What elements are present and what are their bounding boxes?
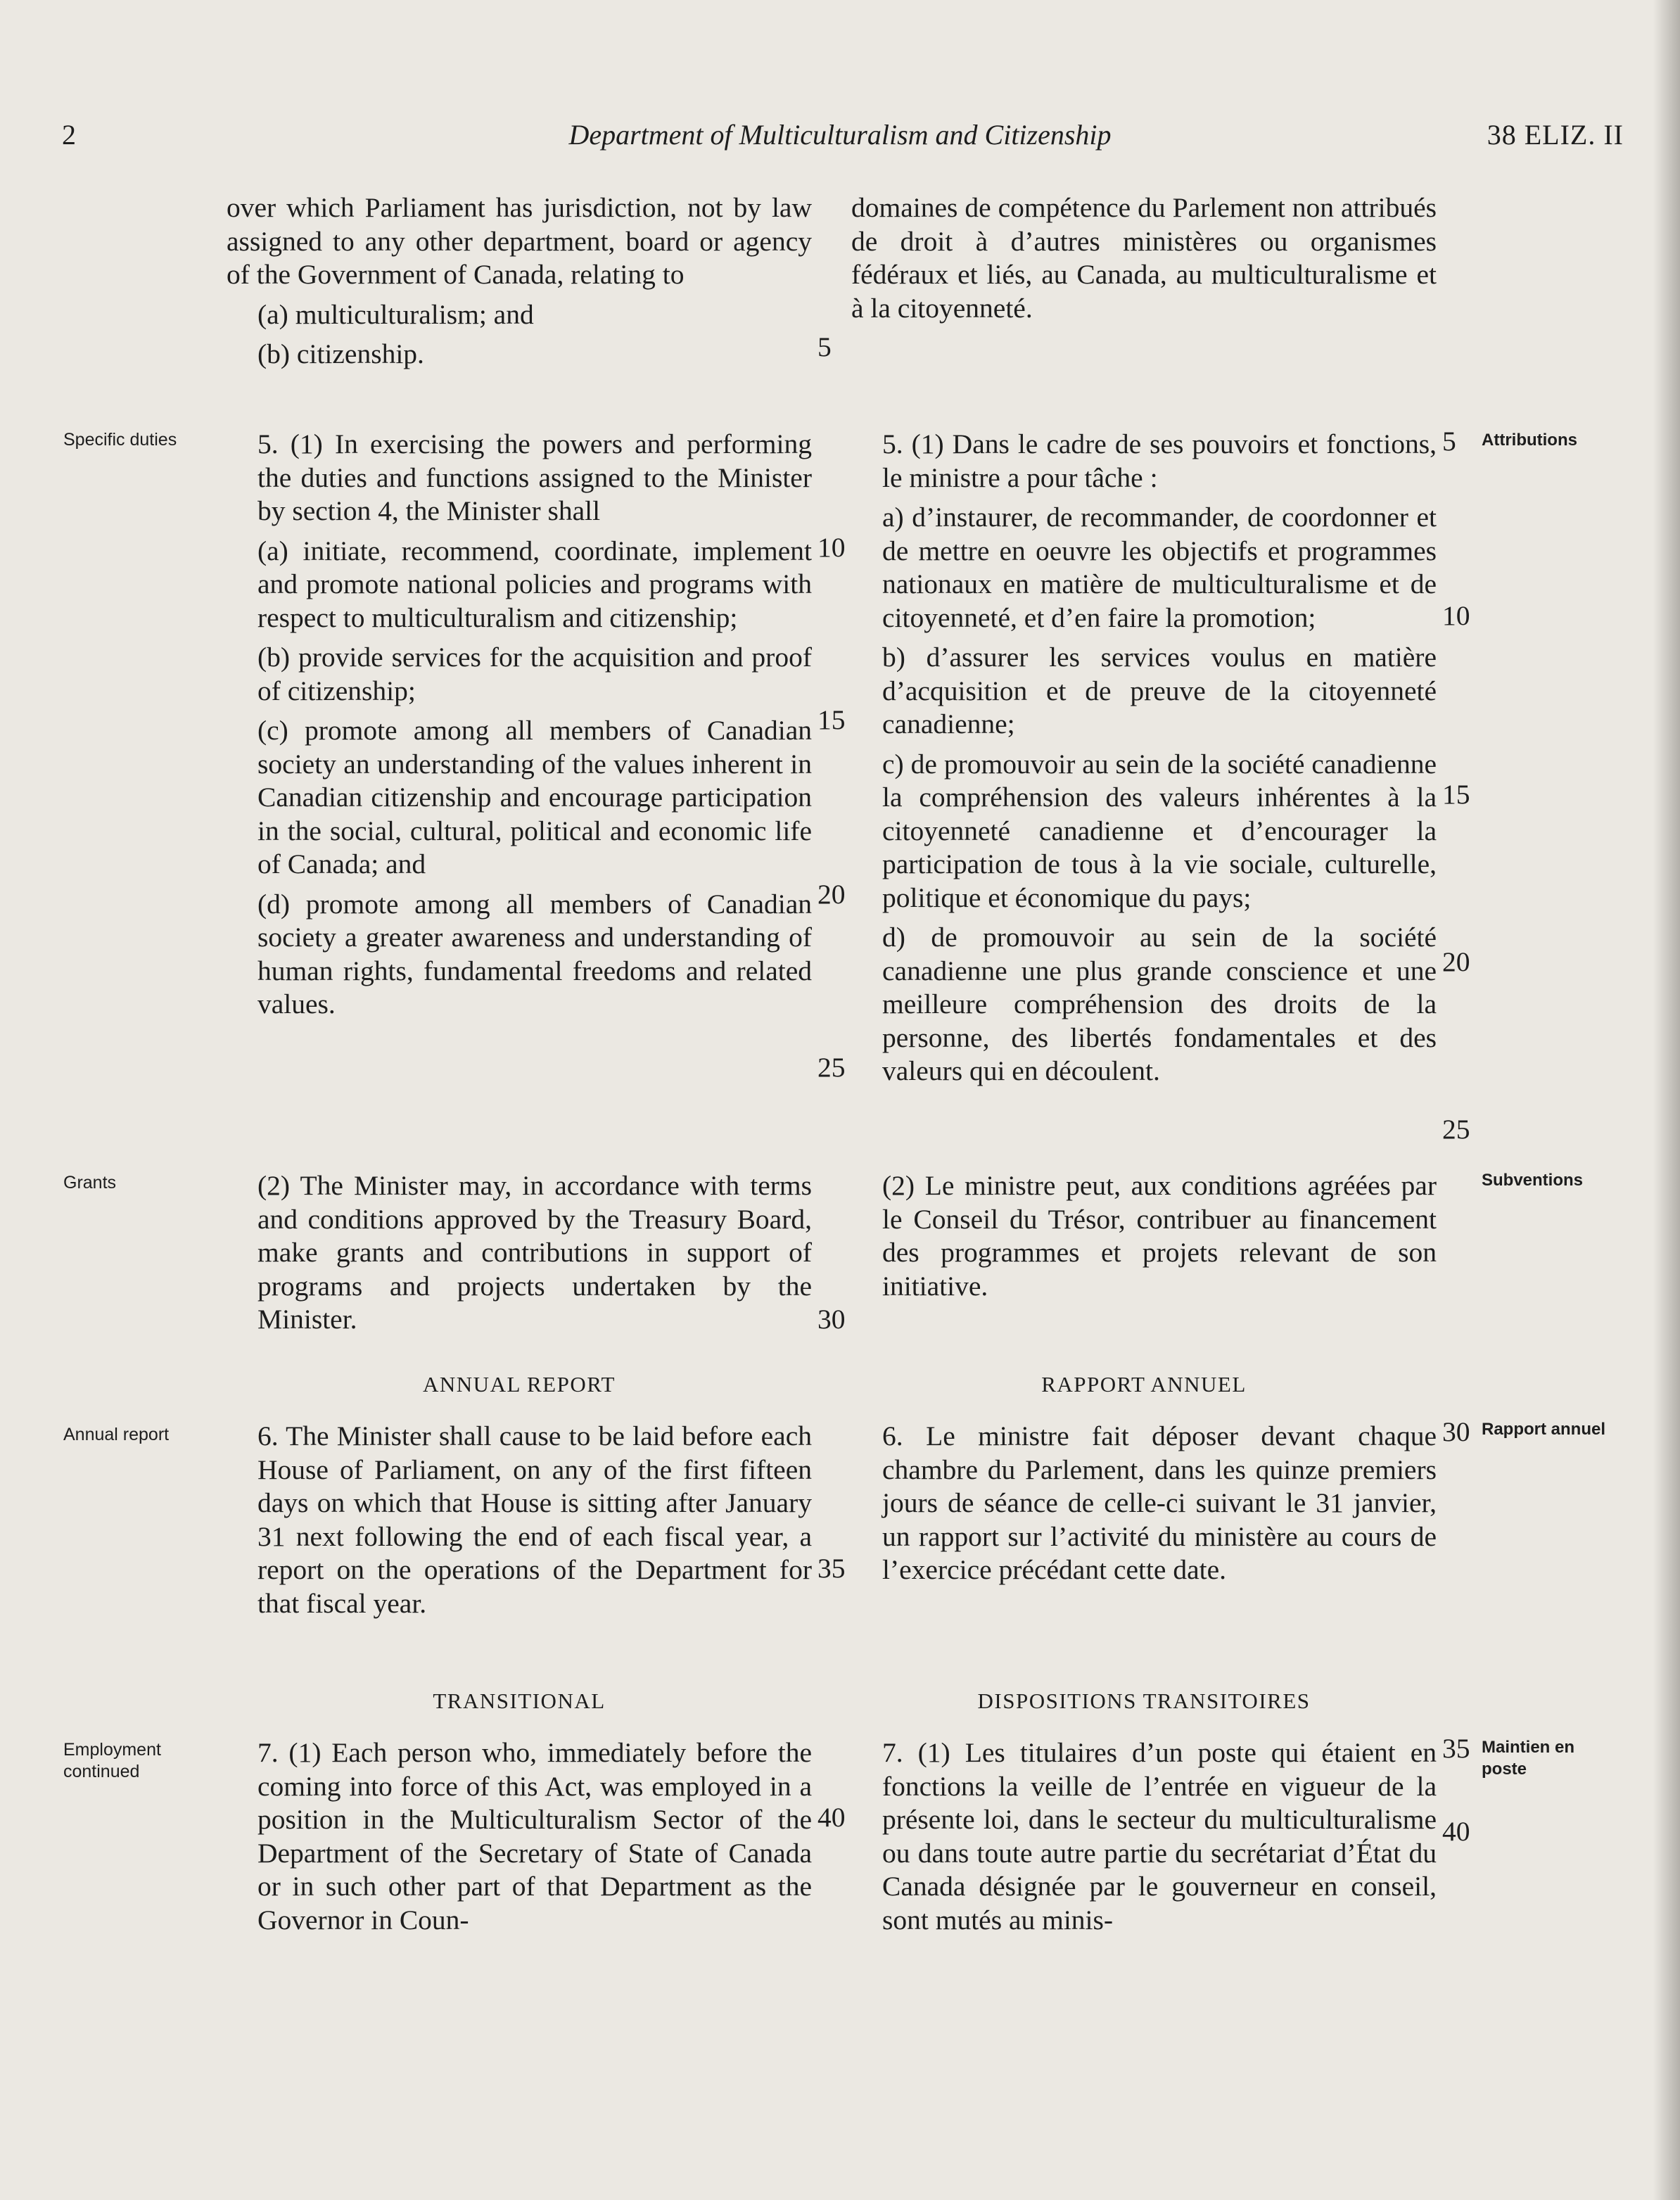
page-edge-shadow bbox=[1653, 0, 1680, 2200]
fr-s6-text: 6. Le ministre fait déposer devant chaque chambre du Parlement, dans les quinze premiers jours de séance de celle-ci suivant le 31 janvier, un rapport sur l’activité du ministère au cours de l’exercice précédant cette date. bbox=[882, 1420, 1437, 1585]
en-annual-report-heading: ANNUAL REPORT bbox=[423, 1372, 616, 1397]
fr-intro-text: domaines de compétence du Parlement non attribués de droit à d’autres ministères ou organismes fédéraux et liés, au Canada, au multiculturalisme et à la citoyenneté. bbox=[851, 192, 1437, 324]
fr-annual-report-heading: RAPPORT ANNUEL bbox=[1041, 1372, 1247, 1397]
french-annual-report-heading-box bbox=[851, 1368, 1437, 1401]
fr-s7-text: 7. (1) Les titulaires d’un poste qui étaient en fonctions la veille de l’entrée en vigueur de la présente loi, dans le secteur du multiculturalisme ou dans toute autre partie du secrétariat d’État du Canada désignée par le gouverneur en conseil, sont mutés au minis- bbox=[882, 1737, 1437, 1935]
margin-note-specific-duties: Specific duties bbox=[63, 430, 177, 450]
fr-s5-1-para-c: c) de promouvoir au sein de la société canadienne la compréhension des valeurs inhérentes à la citoyenneté canadienne et d’encourager la participation de tous à la vie sociale, culturelle, politique et économique du pays; bbox=[882, 748, 1437, 913]
running-title: Department of Multiculturalism and Citizenship bbox=[568, 119, 1112, 151]
margin-note-subventions: Subventions bbox=[1482, 1171, 1584, 1190]
english-section-5-1 bbox=[227, 428, 812, 1022]
fr-s5-1-para-d: d) de promouvoir au sein de la société canadienne une plus grande conscience et une meilleure compréhension des droits de la personne, des libertés fondamentales et des valeurs qui en découlent. bbox=[882, 922, 1437, 1086]
line-number: 35 bbox=[1442, 1733, 1470, 1764]
line-number: 10 bbox=[1442, 600, 1470, 631]
en-s5-1-lead: 5. (1) In exercising the powers and performing the duties and functions assigned to the Minister by section 4, the Minister shall bbox=[257, 428, 812, 526]
english-section-6 bbox=[227, 1420, 812, 1620]
margin-note-grants: Grants bbox=[63, 1173, 117, 1193]
line-number: 15 bbox=[1442, 779, 1470, 810]
french-section-7 bbox=[851, 1736, 1437, 1937]
line-number: 30 bbox=[817, 1304, 846, 1335]
en-s5-1-para-c: (c) promote among all members of Canadian society an understanding of the values inherent in Canadian citizenship and encourage participation in the social, cultural, political and economic life of Canada; and bbox=[257, 715, 812, 879]
line-number: 35 bbox=[817, 1553, 846, 1584]
french-column bbox=[851, 191, 1437, 325]
line-number: 15 bbox=[817, 704, 846, 735]
english-transitional-heading-box bbox=[227, 1684, 812, 1718]
line-number: 30 bbox=[1442, 1416, 1470, 1447]
line-number: 20 bbox=[817, 879, 846, 910]
regnal-year: 38 ELIZ. II bbox=[1487, 119, 1624, 151]
en-transitional-heading: TRANSITIONAL bbox=[433, 1689, 606, 1713]
en-intro-para-b: (b) citizenship. bbox=[257, 338, 424, 369]
french-transitional-heading-box bbox=[851, 1684, 1437, 1718]
en-s5-2-text: (2) The Minister may, in accordance with terms and conditions approved by the Treasury Board, make grants and contributions in support of programs and projects undertaken by the Minister. bbox=[257, 1170, 812, 1335]
en-s5-1-para-b: (b) provide services for the acquisition and proof of citizenship; bbox=[257, 642, 812, 706]
line-number: 20 bbox=[1442, 946, 1470, 977]
en-s5-1-para-d: (d) promote among all members of Canadian society a greater awareness and understanding of human rights, fundamental freedoms and related values. bbox=[257, 888, 812, 1019]
margin-note-rapport-annuel: Rapport annuel bbox=[1482, 1420, 1606, 1439]
french-section-5-2 bbox=[851, 1169, 1437, 1303]
line-number: 10 bbox=[817, 532, 846, 563]
line-number: 5 bbox=[817, 331, 832, 362]
margin-note-maintien-en-poste: Maintien en poste bbox=[1482, 1738, 1575, 1779]
fr-s5-1-lead: 5. (1) Dans le cadre de ses pouvoirs et fonctions, le ministre a pour tâche : bbox=[882, 428, 1437, 493]
line-number: 5 bbox=[1442, 426, 1456, 457]
french-section-6 bbox=[851, 1420, 1437, 1587]
page-number: 2 bbox=[62, 119, 76, 151]
fr-s5-2-text: (2) Le ministre peut, aux conditions agréées par le Conseil du Trésor, contribuer au financement des programmes et projets relevant de son initiative. bbox=[882, 1170, 1437, 1302]
english-section-5-2 bbox=[227, 1169, 812, 1337]
en-s7-text: 7. (1) Each person who, immediately before the coming into force of this Act, was employed in a position in the Multiculturalism Sector of the Department of the Secretary of State of Canada or in such other part of that Department as the Governor in Coun- bbox=[257, 1737, 812, 1935]
line-number: 25 bbox=[1442, 1114, 1470, 1145]
line-number: 40 bbox=[1442, 1816, 1470, 1847]
margin-note-annual-report: Annual report bbox=[63, 1425, 170, 1444]
english-column bbox=[227, 191, 812, 371]
fr-s5-1-para-a: a) d’instaurer, de recommander, de coordonner et de mettre en oeuvre les objectifs et programmes nationaux en matière de multiculturalisme et de citoyenneté, et d’en faire la promotion; bbox=[882, 502, 1437, 633]
margin-note-employment-continued: Employment continued bbox=[63, 1740, 161, 1781]
fr-s5-1-para-b: b) d’assurer les services voulus en matière d’acquisition et de preuve de la citoyenneté canadienne; bbox=[882, 642, 1437, 739]
en-s6-text: 6. The Minister shall cause to be laid before each House of Parliament, on any of the first fifteen days on which that House is sitting after January 31 next following the end of each fiscal year, a report on the operations of the Department for that fiscal year. bbox=[257, 1420, 812, 1619]
french-section-5-1 bbox=[851, 428, 1437, 1088]
english-annual-report-heading-box bbox=[227, 1368, 812, 1401]
en-intro-text: over which Parliament has jurisdiction, not by law assigned to any other department, board or agency of the Government of Canada, relating to bbox=[227, 192, 812, 290]
en-intro-para-a: (a) multiculturalism; and bbox=[257, 298, 534, 330]
margin-note-attributions: Attributions bbox=[1482, 431, 1577, 450]
line-number: 25 bbox=[817, 1052, 846, 1083]
fr-transitional-heading: DISPOSITIONS TRANSITOIRES bbox=[977, 1689, 1311, 1713]
en-s5-1-para-a: (a) initiate, recommend, coordinate, implement and promote national policies and programs with respect to multiculturalism and citizenship; bbox=[257, 535, 812, 633]
english-section-7 bbox=[227, 1736, 812, 1937]
line-number: 40 bbox=[817, 1802, 846, 1833]
